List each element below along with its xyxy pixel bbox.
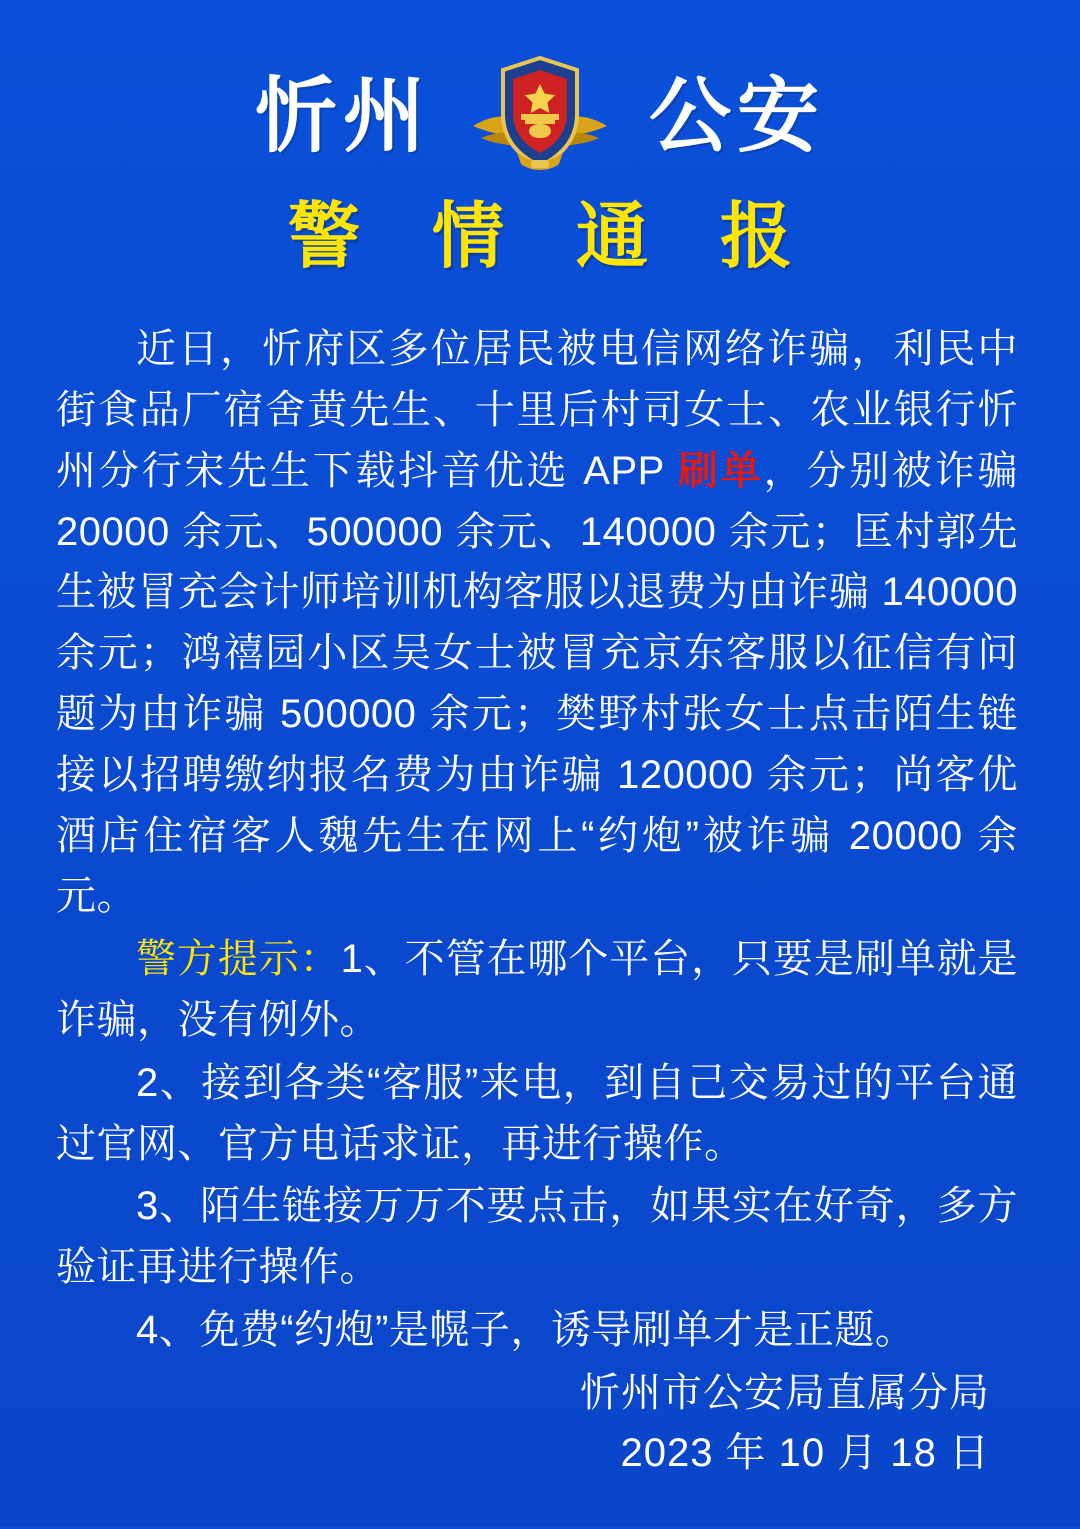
paragraph-tip-3: 3、陌生链接万万不要点击，如果实在好奇，多方验证再进行操作。 — [56, 1184, 1018, 1290]
poster-header — [0, 0, 1080, 182]
notice-body — [0, 297, 1080, 1363]
highlight-shuadan: 刷单 — [678, 448, 764, 493]
header-word-right: 公安 — [649, 71, 826, 162]
paragraph-tip-1 — [56, 929, 1018, 1051]
incident-text-part2: ，分别被诈骗 20000 余元、500000 余元、140000 余元；匡村郭先生被冒充会计师培训机构客服以退费为由诈骗 140000 余元；鸿禧园小区吴女士被冒充京东客服以征信有问题为由诈骗 500000 余元；樊野村张女士点击陌生链接以招聘缴纳报名费为由诈骗 120000 余元；尚客优酒店住宿客人魏先生在网上“约炮”被诈骗 20000 余元。 — [56, 448, 1019, 919]
paragraph-tip-4: 4、免费“约炮”是幌子，诱导刷单才是正题。 — [136, 1307, 916, 1352]
incident-text-part1: 近日，忻府区多位居民被电信网络诈骗，利民中街食品厂宿舍黄先生、十里后村司女士、农业银行忻州分行宋先生下载抖音优选 APP — [56, 327, 1018, 493]
issuing-authority: 忻州市公安局直属分局 — [580, 1370, 990, 1415]
police-badge-emblem — [465, 52, 615, 182]
tip-1-text: 1、不管在哪个平台，只要是刷单就是诈骗，没有例外。 — [56, 937, 1019, 1042]
title-block — [0, 198, 1080, 277]
poster-footer — [0, 1363, 1080, 1529]
page-title: 警 情 通 报 — [287, 197, 818, 277]
paragraph-tip-2: 2、接到各类“客服”来电，到自己交易过的平台通过官网、官方电话求证，再进行操作。 — [56, 1060, 1018, 1166]
paragraph-incident — [56, 319, 1018, 927]
issue-date: 2023 年 10 月 18 日 — [620, 1430, 990, 1475]
police-tip-label: 警方提示： — [136, 937, 341, 982]
header-word-left: 忻州 — [254, 71, 431, 162]
